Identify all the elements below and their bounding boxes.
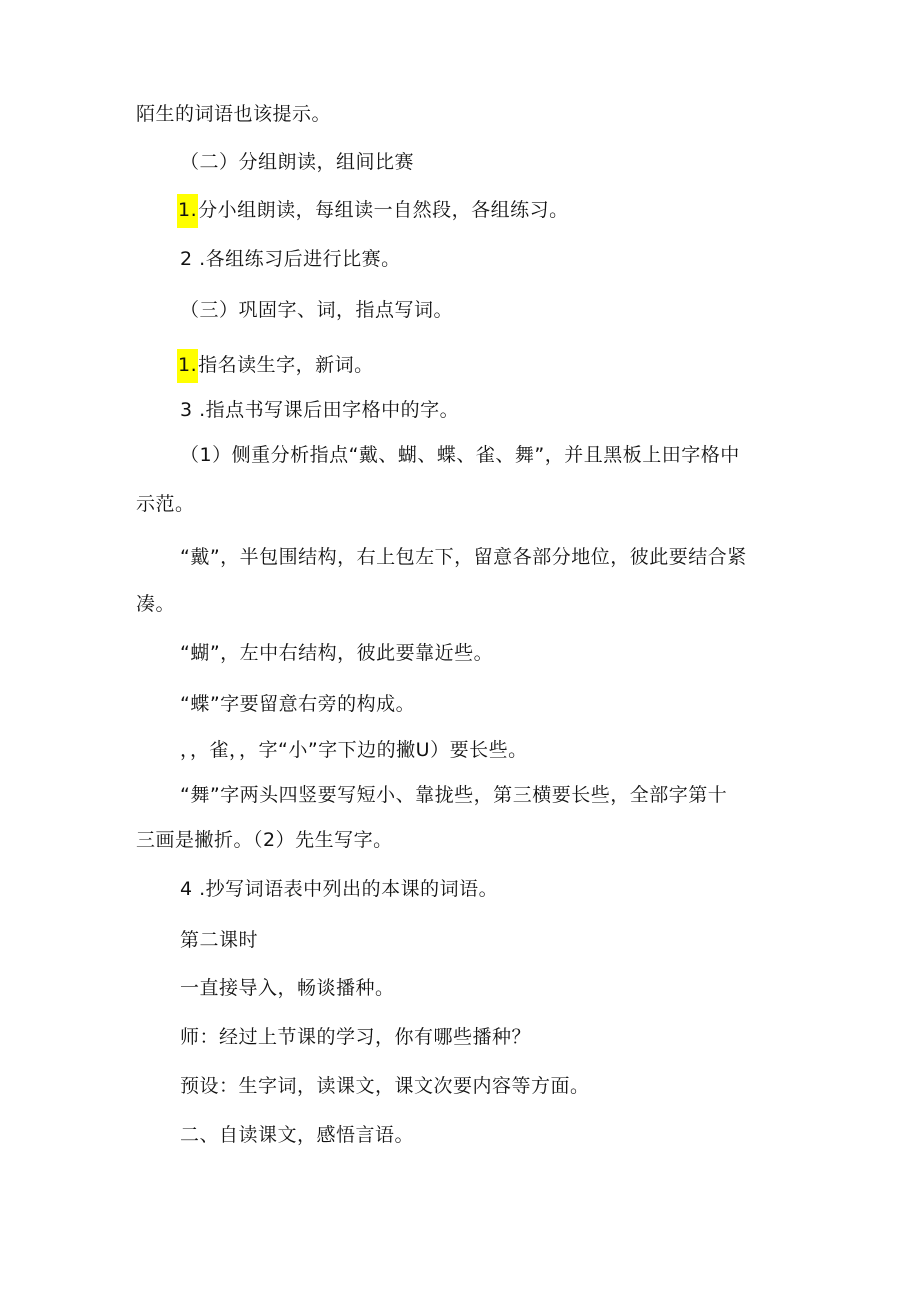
section-heading: 二、自读课文，感悟言语。 [180,1124,415,1146]
section-heading: 第二课时 [180,929,259,951]
text-line: 2 .各组练习后进行比赛。 [180,248,401,270]
section-heading: （二）分组朗读，组间比赛 [180,151,415,173]
text-line: 三画是撇折。（2）先生写字。 [136,829,393,851]
highlight-marker: 1. [177,349,198,383]
text-line: 一直接导入，畅谈播种。 [180,977,395,999]
text-line [177,349,374,383]
text-line: （1）侧重分析指点“戴、蝴、蝶、雀、舞”，并且黑板上田字格中 [180,444,740,466]
text-line [177,194,569,228]
text-line: 凑。 [136,593,176,615]
text-line-body: 指名读生字，新词。 [198,354,374,376]
text-line: “舞”字两头四竖要写短小、靠拢些，第三横要长些，全部字第十 [180,784,728,806]
highlight-marker: 1. [177,194,198,228]
text-line: 3 .指点书写课后田字格中的字。 [180,399,460,421]
text-line: 陌生的词语也该提示。 [136,103,332,125]
text-line: “蝶”字要留意右旁的构成。 [180,693,416,715]
text-line-body: 分小组朗读，每组读一自然段，各组练习。 [198,199,569,221]
text-line: “戴”，半包围结构，右上包左下，留意各部分地位，彼此要结合紧 [180,546,747,568]
text-line: 示范。 [136,493,195,515]
text-line: 预设：生字词，读课文，课文次要内容等方面。 [180,1075,590,1097]
text-line: “蝴”，左中右结构，彼此要靠近些。 [180,642,494,664]
text-line: 师：经过上节课的学习，你有哪些播种？ [180,1026,532,1048]
text-line: 4 .抄写词语表中列出的本课的词语。 [180,878,499,900]
text-line: ，，雀，，字“小”字下边的撇U）要长些。 [180,739,528,761]
section-heading: （三）巩固字、词，指点写词。 [180,299,454,321]
